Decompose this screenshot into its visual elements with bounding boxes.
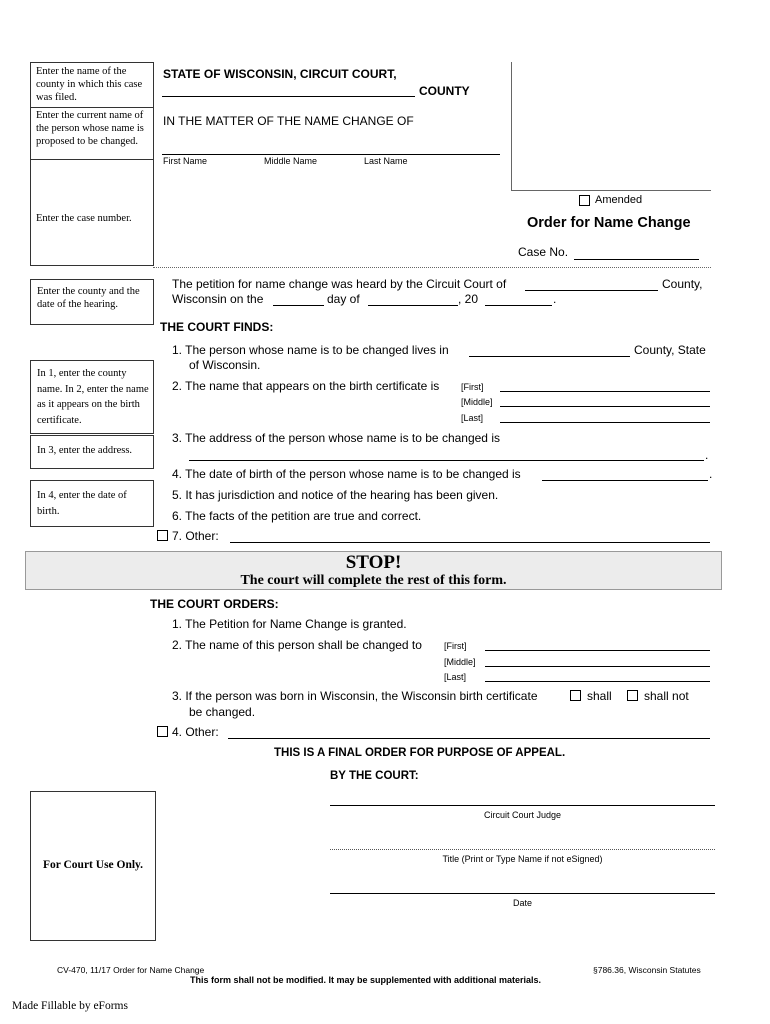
order-1: 1. The Petition for Name Change is granted. bbox=[172, 617, 407, 631]
middle-name-label: Middle Name bbox=[264, 156, 318, 166]
finding-7: 7. Other: bbox=[172, 529, 219, 543]
order-3-cont: be changed. bbox=[189, 705, 256, 719]
note-hearing: Enter the county and the date of the hearing. bbox=[37, 286, 140, 310]
court-use-label: For Court Use Only. bbox=[42, 859, 144, 871]
order-4-other-field[interactable] bbox=[228, 725, 710, 739]
finding-2-first-field[interactable] bbox=[500, 381, 710, 392]
finding-6: 6. The facts of the petition are true and correct. bbox=[172, 509, 422, 523]
hearing-day-field[interactable] bbox=[273, 292, 324, 306]
final-order-text: THIS IS A FINAL ORDER FOR PURPOSE OF APPEAL. bbox=[274, 747, 566, 759]
name-field[interactable] bbox=[162, 142, 500, 155]
finding-2-first-label: [First] bbox=[461, 382, 484, 392]
note-item-3: In 3, enter the address. bbox=[37, 445, 133, 456]
title-field[interactable] bbox=[330, 849, 715, 850]
caption-divider-bottom bbox=[511, 190, 711, 191]
judge-label: Circuit Court Judge bbox=[483, 810, 562, 820]
finding-5: 5. It has jurisdiction and notice of the hearing has been given. bbox=[172, 488, 499, 502]
court-use-box bbox=[30, 791, 156, 941]
first-name-label: First Name bbox=[163, 156, 208, 166]
sidebar-notes-top bbox=[30, 62, 154, 266]
form-id: CV-470, 11/17 Order for Name Change bbox=[57, 965, 205, 975]
order-4: 4. Other: bbox=[172, 725, 219, 739]
finding-4-dob-field[interactable] bbox=[542, 467, 708, 481]
finding-4-period: . bbox=[709, 467, 713, 481]
caption-divider bbox=[511, 62, 512, 190]
amended-checkbox[interactable] bbox=[579, 195, 590, 206]
hearing-year-label: , 20 bbox=[458, 292, 479, 306]
separator-top bbox=[153, 267, 711, 268]
note-case-number: Enter the case number. bbox=[36, 213, 132, 224]
order-2-middle-label: [Middle] bbox=[444, 657, 476, 667]
note-current-name: Enter the current name of the person whose name is proposed to be changed. bbox=[36, 110, 144, 147]
hearing-month-field[interactable] bbox=[368, 292, 458, 306]
finding-2-last-field[interactable] bbox=[500, 412, 710, 423]
stop-title: STOP! bbox=[345, 552, 402, 573]
by-the-court: BY THE COURT: bbox=[330, 770, 419, 782]
shall-not-checkbox[interactable] bbox=[627, 690, 638, 701]
finding-1: 1. The person whose name is to be changed lives in bbox=[172, 343, 449, 357]
hearing-text-2: Wisconsin on the bbox=[172, 292, 264, 306]
sidebar-note-item-3 bbox=[30, 435, 154, 469]
made-fillable: Made Fillable by eForms bbox=[12, 1000, 128, 1012]
judge-signature-field[interactable] bbox=[330, 805, 715, 806]
finding-3: 3. The address of the person whose name is to be changed is bbox=[172, 431, 500, 445]
order-2-first-label: [First] bbox=[444, 641, 467, 651]
county-field[interactable] bbox=[162, 84, 415, 97]
finding-1-county-field[interactable] bbox=[469, 343, 630, 357]
findings-heading: THE COURT FINDS: bbox=[160, 320, 274, 334]
order-2-last-field[interactable] bbox=[485, 671, 710, 682]
sidebar-note-hearing bbox=[30, 279, 154, 325]
finding-1-end: County, State bbox=[634, 343, 706, 357]
sidebar-note-item-4 bbox=[30, 480, 154, 527]
finding-2-last-label: [Last] bbox=[461, 413, 484, 423]
hearing-day-of-label: day of bbox=[327, 292, 360, 306]
finding-2: 2. The name that appears on the birth certificate is bbox=[172, 379, 440, 393]
matter-heading: IN THE MATTER OF THE NAME CHANGE OF bbox=[163, 114, 414, 128]
finding-3-period: . bbox=[705, 448, 709, 462]
order-2: 2. The name of this person shall be changed to bbox=[172, 638, 422, 652]
note-item-4: In 4, enter the date of birth. bbox=[37, 490, 127, 517]
stop-subtitle: The court will complete the rest of this form. bbox=[240, 573, 507, 588]
stop-banner bbox=[25, 551, 722, 590]
footer-notice: This form shall not be modified. It may be supplemented with additional materials. bbox=[190, 975, 542, 985]
shall-checkbox[interactable] bbox=[570, 690, 581, 701]
title-label: Title (Print or Type Name if not eSigned) bbox=[442, 854, 603, 864]
hearing-county-field[interactable] bbox=[525, 277, 658, 291]
finding-7-checkbox[interactable] bbox=[157, 530, 168, 541]
finding-4: 4. The date of birth of the person whose name is to be changed is bbox=[172, 467, 521, 481]
court-heading: STATE OF WISCONSIN, CIRCUIT COURT, bbox=[163, 67, 397, 81]
hearing-period: . bbox=[553, 292, 557, 306]
finding-2-middle-field[interactable] bbox=[500, 396, 710, 407]
date-label: Date bbox=[512, 898, 532, 908]
form-title: Order for Name Change bbox=[527, 215, 691, 231]
note-county: Enter the name of the county in which this case was filed. bbox=[36, 66, 143, 103]
statute: §786.36, Wisconsin Statutes bbox=[593, 965, 701, 975]
sidebar-note-items-1-2 bbox=[30, 360, 154, 434]
hearing-text-1: The petition for name change was heard by the Circuit Court of bbox=[172, 277, 507, 291]
order-2-first-field[interactable] bbox=[485, 640, 710, 651]
order-4-checkbox[interactable] bbox=[157, 726, 168, 737]
order-2-middle-field[interactable] bbox=[485, 656, 710, 667]
orders-heading: THE COURT ORDERS: bbox=[150, 597, 279, 611]
case-no-field[interactable] bbox=[574, 245, 699, 260]
shall-label: shall bbox=[587, 689, 612, 703]
finding-2-middle-label: [Middle] bbox=[461, 397, 493, 407]
hearing-county-label: County, bbox=[662, 277, 703, 291]
order-2-last-label: [Last] bbox=[444, 672, 467, 682]
hearing-year-field[interactable] bbox=[485, 292, 552, 306]
finding-1-cont: of Wisconsin. bbox=[189, 358, 261, 372]
note-items-1-2: In 1, enter the county name. In 2, enter the name as it appears on the birth certificate. bbox=[37, 368, 149, 426]
finding-3-address-field[interactable] bbox=[189, 448, 704, 461]
date-field[interactable] bbox=[330, 893, 715, 894]
order-3: 3. If the person was born in Wisconsin, the Wisconsin birth certificate bbox=[172, 689, 538, 703]
finding-7-other-field[interactable] bbox=[230, 529, 710, 543]
county-label: COUNTY bbox=[419, 84, 470, 98]
last-name-label: Last Name bbox=[364, 156, 408, 166]
amended-label: Amended bbox=[595, 194, 643, 206]
case-no-label: Case No. bbox=[518, 245, 569, 259]
shall-not-label: shall not bbox=[644, 689, 689, 703]
